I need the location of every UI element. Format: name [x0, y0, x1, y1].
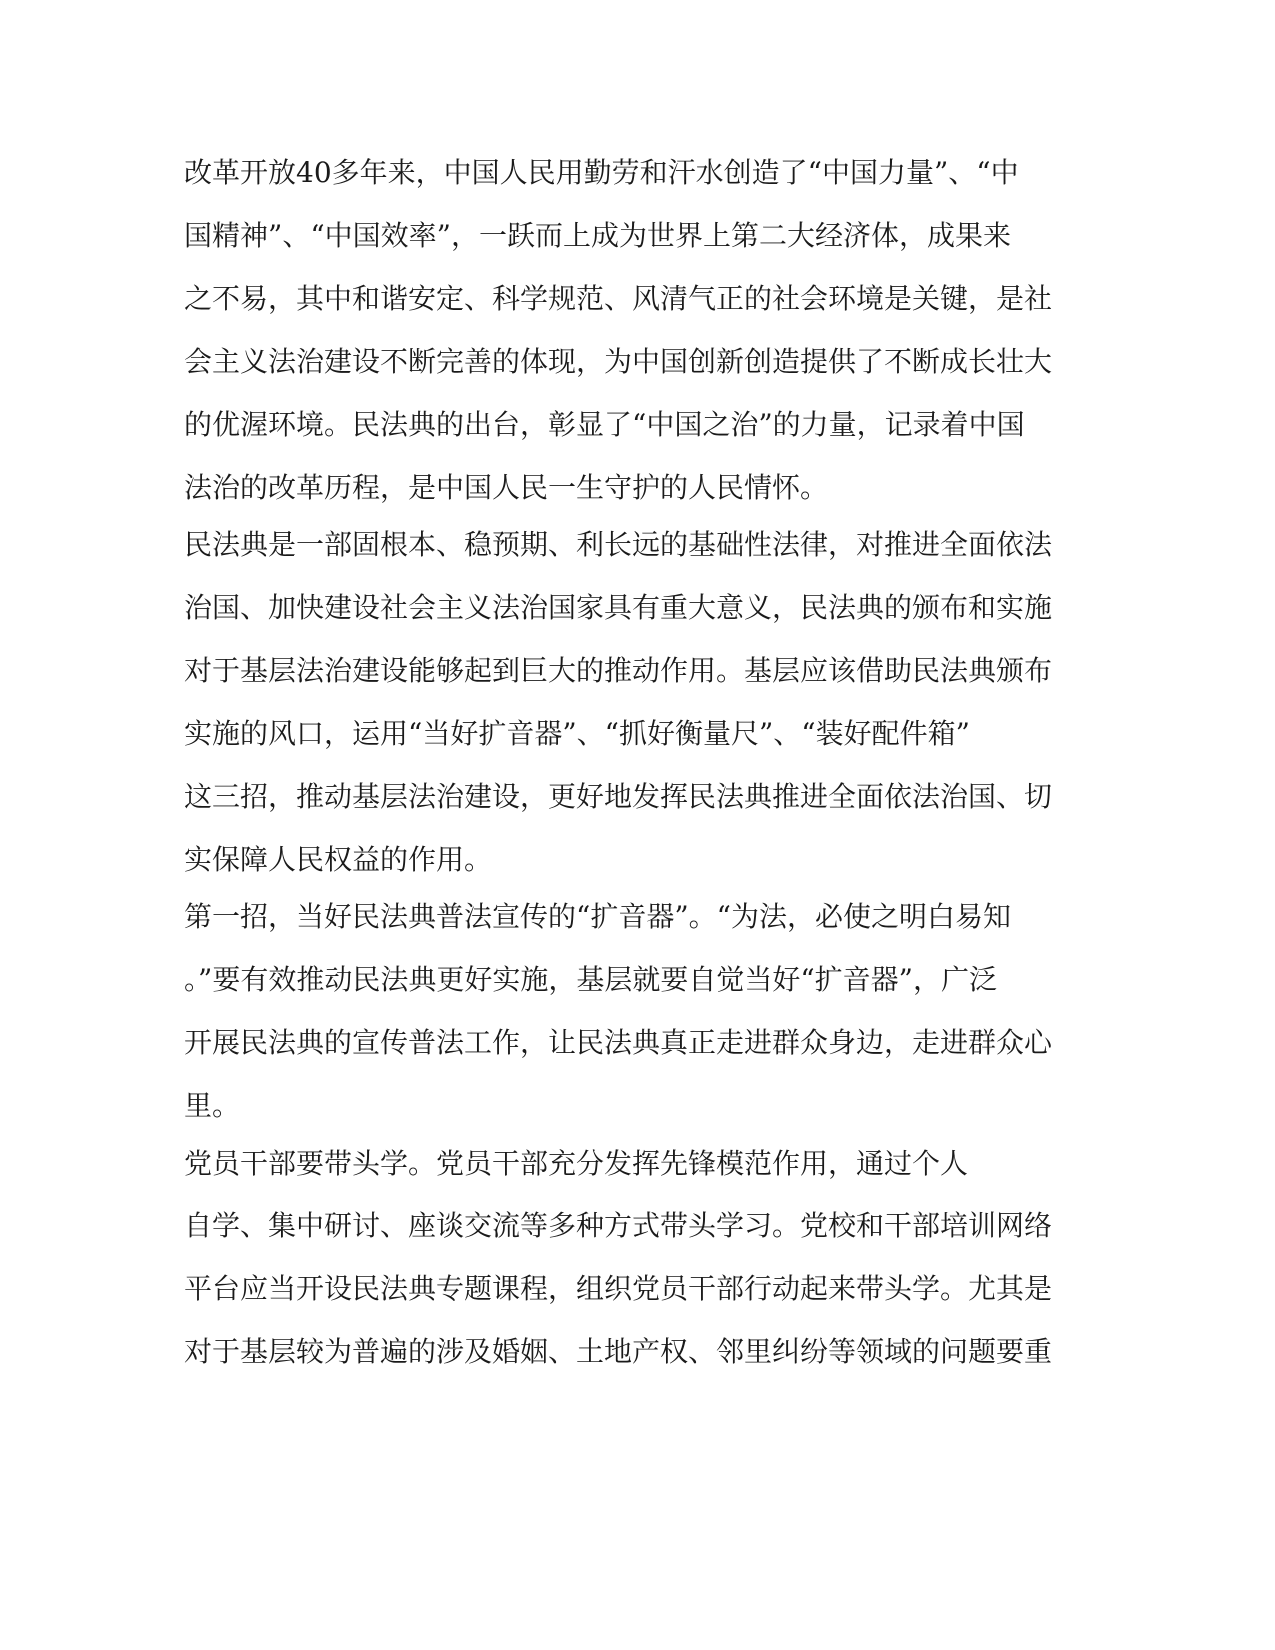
text-line: 自学、集中研讨、座谈交流等多种方式带头学习。党校和干部培训网络 [184, 1209, 1053, 1242]
text-line: 实施的风口，运用“当好扩音器”、“抓好衡量尺”、“装好配件箱” [184, 717, 970, 750]
text-line: 第一招，当好民法典普法宣传的“扩音器”。“为法，必使之明白易知 [184, 900, 1011, 933]
text-line: 里。 [184, 1089, 241, 1122]
text-line: 治国、加快建设社会主义法治国家具有重大意义，民法典的颁布和实施 [184, 591, 1053, 624]
text-line: 实保障人民权益的作用。 [184, 843, 493, 876]
text-line: 之不易，其中和谐安定、科学规范、风清气正的社会环境是关键，是社 [184, 282, 1053, 315]
text-line: 对于基层法治建设能够起到巨大的推动作用。基层应该借助民法典颁布 [184, 654, 1053, 687]
text-line: 平台应当开设民法典专题课程，组织党员干部行动起来带头学。尤其是 [184, 1272, 1053, 1305]
text-line: 会主义法治建设不断完善的体现，为中国创新创造提供了不断成长壮大 [184, 345, 1053, 378]
text-line: 。”要有效推动民法典更好实施，基层就要自觉当好“扩音器”，广泛 [184, 963, 997, 996]
text-line: 的优渥环境。民法典的出台，彰显了“中国之治”的力量，记录着中国 [184, 408, 1025, 441]
text-line: 这三招，推动基层法治建设，更好地发挥民法典推进全面依法治国、切 [184, 780, 1053, 813]
text-line: 国精神”、“中国效率”，一跃而上成为世界上第二大经济体，成果来 [184, 219, 1011, 252]
text-line: 党员干部要带头学。党员干部充分发挥先锋模范作用，通过个人 [184, 1147, 969, 1180]
text-line: 对于基层较为普遍的涉及婚姻、土地产权、邻里纠纷等领域的问题要重 [184, 1335, 1053, 1368]
text-line: 民法典是一部固根本、稳预期、利长远的基础性法律，对推进全面依法 [184, 528, 1053, 561]
text-line: 改革开放40多年来，中国人民用勤劳和汗水创造了“中国力量”、“中 [184, 156, 1019, 189]
text-line: 法治的改革历程，是中国人民一生守护的人民情怀。 [184, 471, 829, 504]
text-line: 开展民法典的宣传普法工作，让民法典真正走进群众身边，走进群众心 [184, 1026, 1053, 1059]
